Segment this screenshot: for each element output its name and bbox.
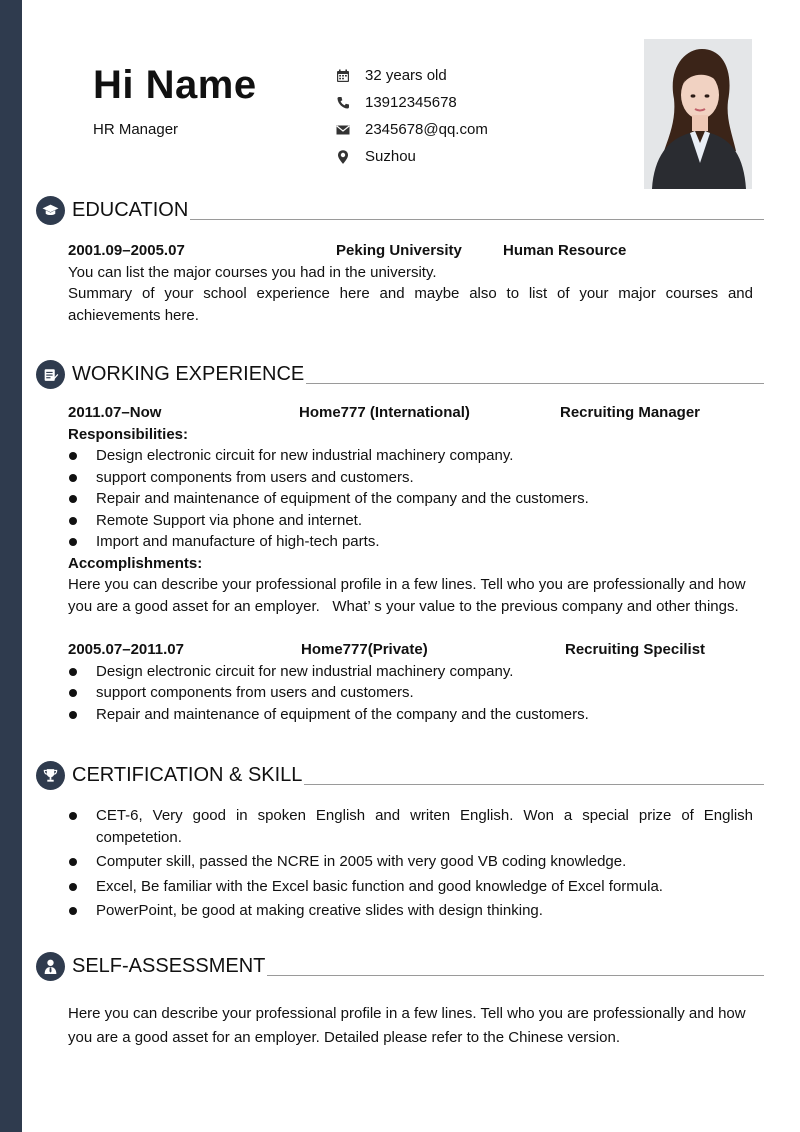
- contact-age-text: 32 years old: [365, 67, 447, 84]
- accomplishments-text: Here you can describe your professional profile in a few lines. Tell who you are professionally and how you are a good asset for an employer. What’ s your value to the previous company and other things.: [68, 576, 750, 615]
- work1-date: 2011.07–Now: [68, 404, 162, 421]
- sidebar-accent-bar: [0, 0, 22, 1132]
- contact-phone: [334, 89, 488, 116]
- work2-duties-list: [68, 661, 753, 726]
- list-item: support components from users and customers.: [68, 467, 753, 489]
- work2-company: Home777(Private): [301, 641, 428, 658]
- contact-phone-text: 13912345678: [365, 94, 457, 111]
- section-title-skills: CERTIFICATION & SKILL: [72, 763, 303, 786]
- profile-photo: [644, 39, 752, 189]
- list-item: Remote Support via phone and internet.: [68, 510, 753, 532]
- phone-icon: [334, 94, 352, 112]
- education-date: 2001.09–2005.07: [68, 242, 185, 259]
- section-title-education: EDUCATION: [72, 198, 189, 221]
- briefcase-icon: [36, 360, 65, 389]
- education-school: Peking University: [336, 242, 462, 259]
- skills-section-header: [36, 760, 764, 790]
- education-entry: [68, 240, 753, 326]
- education-courses-text: You can list the major courses you had in the university.: [68, 263, 437, 281]
- list-item: Repair and maintenance of equipment of the company and the customers.: [68, 488, 753, 510]
- education-meta-row: [68, 240, 753, 262]
- section-title-self-assessment: SELF-ASSESSMENT: [72, 954, 266, 977]
- section-divider: [190, 219, 764, 220]
- trophy-icon: [36, 761, 65, 790]
- list-item: Import and manufacture of high-tech parts.: [68, 531, 753, 553]
- work-section-header: [36, 359, 764, 389]
- self-assessment-text: Here you can describe your professional profile in a few lines. Tell who you are professionally and how you are a good asset for an employer. Detailed please refer to the Chinese version.: [68, 1005, 746, 1046]
- section-divider: [267, 975, 764, 976]
- work-entry-1: [68, 402, 753, 617]
- section-divider: [304, 784, 764, 785]
- list-item: Computer skill, passed the NCRE in 2005 with very good VB coding knowledge.: [68, 851, 753, 873]
- location-pin-icon: [334, 148, 352, 166]
- contact-age: [334, 62, 488, 89]
- accomplishments-label: Accomplishments:: [68, 554, 203, 572]
- contact-location: [334, 143, 488, 170]
- section-title-work: WORKING EXPERIENCE: [72, 362, 305, 385]
- responsibilities-label: Responsibilities:: [68, 425, 189, 443]
- list-item: support components from users and customers.: [68, 682, 753, 704]
- contact-location-text: Suzhou: [365, 148, 416, 165]
- contact-email-text: 2345678@qq.com: [365, 121, 488, 138]
- work2-date: 2005.07–2011.07: [68, 641, 184, 658]
- education-section-header: [36, 195, 764, 225]
- section-divider: [306, 383, 764, 384]
- work1-role: Recruiting Manager: [560, 404, 701, 421]
- person-icon: [36, 952, 65, 981]
- work1-company: Home777 (International): [299, 404, 470, 421]
- list-item: Repair and maintenance of equipment of the company and the customers.: [68, 704, 753, 726]
- envelope-icon: [334, 121, 352, 139]
- list-item: Excel, Be familiar with the Excel basic function and good knowledge of Excel formula.: [68, 876, 753, 898]
- list-item: CET-6, Very good in spoken English and writen English. Won a special prize of English competetion.: [68, 805, 753, 848]
- education-summary-text: Summary of your school experience here and maybe also to list of your major courses and achievements here.: [68, 285, 753, 324]
- education-major: Human Resource: [503, 242, 627, 259]
- graduation-cap-icon: [36, 196, 65, 225]
- responsibilities-list: [68, 445, 753, 553]
- work1-meta-row: [68, 402, 753, 424]
- contact-info: [334, 62, 488, 170]
- self-assessment-section-header: [36, 951, 764, 981]
- job-title: HR Manager: [93, 121, 179, 138]
- candidate-name: Hi Name: [93, 63, 257, 107]
- work-entry-2: [68, 639, 753, 725]
- contact-email: [334, 116, 488, 143]
- calendar-icon: [334, 67, 352, 85]
- work2-role: Recruiting Specilist: [565, 641, 706, 658]
- skills-entry: [68, 805, 753, 925]
- skills-list: [68, 805, 753, 922]
- list-item: Design electronic circuit for new industrial machinery company.: [68, 445, 753, 467]
- work2-meta-row: [68, 639, 753, 661]
- self-assessment-entry: [68, 1002, 753, 1050]
- list-item: Design electronic circuit for new industrial machinery company.: [68, 661, 753, 683]
- list-item: PowerPoint, be good at making creative slides with design thinking.: [68, 900, 753, 922]
